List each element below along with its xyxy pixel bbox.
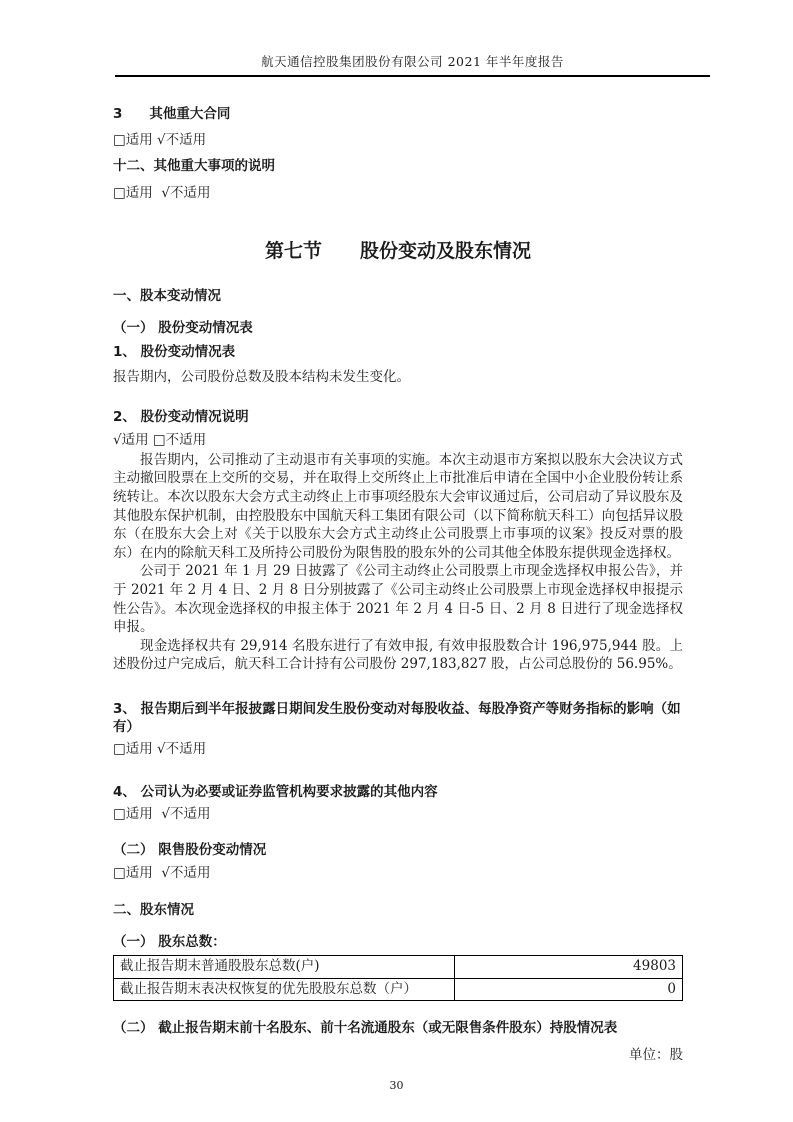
table-cell-ordinary-shareholders-value: 49803 [455,955,683,978]
share-change-statement: 报告期内，公司股份总数及股本结构未发生变化。 [113,368,410,385]
page-footer [0,1079,793,1092]
page-number: 30 [389,1079,404,1092]
applicability-other-major-contracts: □适用 √不适用 [113,132,207,149]
heading-restricted-share-changes: （二） 限售股份变动情况 [113,842,267,859]
report-title: 航天通信控股集团股份有限公司 2021 年半年度报告 [261,54,564,69]
heading-share-change-table-item: 1、 股份变动情况表 [113,344,236,361]
heading-other-major-matters: 十二、其他重大事项的说明 [113,158,275,175]
table-row [114,978,683,1001]
heading-other-major-contracts: 3 其他重大合同 [113,106,231,122]
cash-option-result-paragraph: 现金选择权共有 29,914 名股东进行了有效申报, 有效申报股数合计 196,975,944 股。上述股份过户完成后，航天科工合计持有公司股份 297,183,827 股，占公司总股份的 56.95%。 [113,637,683,673]
page-header [115,52,710,77]
heading-share-capital-changes: 一、股本变动情况 [113,287,221,304]
delisting-paragraph: 报告期内，公司推动了主动退市有关事项的实施。本次主动退市方案拟以股东大会决议方式主动撤回股票在上交所的交易，并在取得上交所终止上市批准后申请在全国中小企业股份转让系统转让。本次以股东大会方式主动终止上市事项经股东大会审议通过后，公司启动了异议股东及其他股东保护机制，由控股股东中国航天科工集团有限公司（以下简称航天科工）向包括异议股东（在股东大会上对《关于以股东大会方式主动终止公司股票上市事项的议案》投反对票的股东）在内的除航天科工及所持公司股份为限售股的股东外的公司其他全体股东提供现金选择权。 [113,451,683,561]
heading-shareholder-total: （一） 股东总数： [113,933,226,950]
table-cell-preferred-shareholders-value: 0 [455,978,683,1001]
applicability-other-major-matters: □适用 √不适用 [113,184,211,201]
table-cell-ordinary-shareholders-label: 截止报告期末普通股股东总数(户) [114,955,455,978]
heading-share-change-table: （一） 股份变动情况表 [113,320,253,337]
applicability-post-period-impact: □适用 √不适用 [113,741,207,758]
heading-post-period-impact: 3、 报告期后到半年报披露日期间发生股份变动对每股收益、每股净资产等财务指标的影响（如有） [113,700,681,736]
chapter-title: 第七节 股份变动及股东情况 [264,239,531,262]
applicability-restricted-share-changes: □适用 √不适用 [113,865,211,882]
heading-share-change-explanation: 2、 股份变动情况说明 [113,409,249,426]
heading-top-ten-shareholders: （二） 截止报告期末前十名股东、前十名流通股东（或无限售条件股东）持股情况表 [113,1020,618,1037]
applicability-share-change-explanation: √适用 □不适用 [113,431,207,448]
heading-shareholder-situation: 二、股东情况 [113,901,194,918]
table-cell-preferred-shareholders-label: 截止报告期末表决权恢复的优先股股东总数（户） [114,978,455,1001]
cash-option-disclosure-paragraph: 公司于 2021 年 1 月 29 日披露了《公司主动终止公司股票上市现金选择权申报公告》，并于 2021 年 2 月 4 日、2 月 8 日分别披露了《公司主动终止公司股票上市现金选择权申报提示性公告》。本次现金选择权的申报主体于 2021 年 2 月 4 日-5 日、2 月 8 日进行了现金选择权申报。 [113,563,683,636]
heading-other-disclosure: 4、 公司认为必要或证券监管机构要求披露的其他内容 [113,783,438,800]
table-row [114,955,683,978]
applicability-other-disclosure: □适用 √不适用 [113,805,211,822]
unit-note: 单位：股 [629,1047,683,1064]
page-content [113,105,683,1063]
shareholder-total-table [113,955,683,1001]
